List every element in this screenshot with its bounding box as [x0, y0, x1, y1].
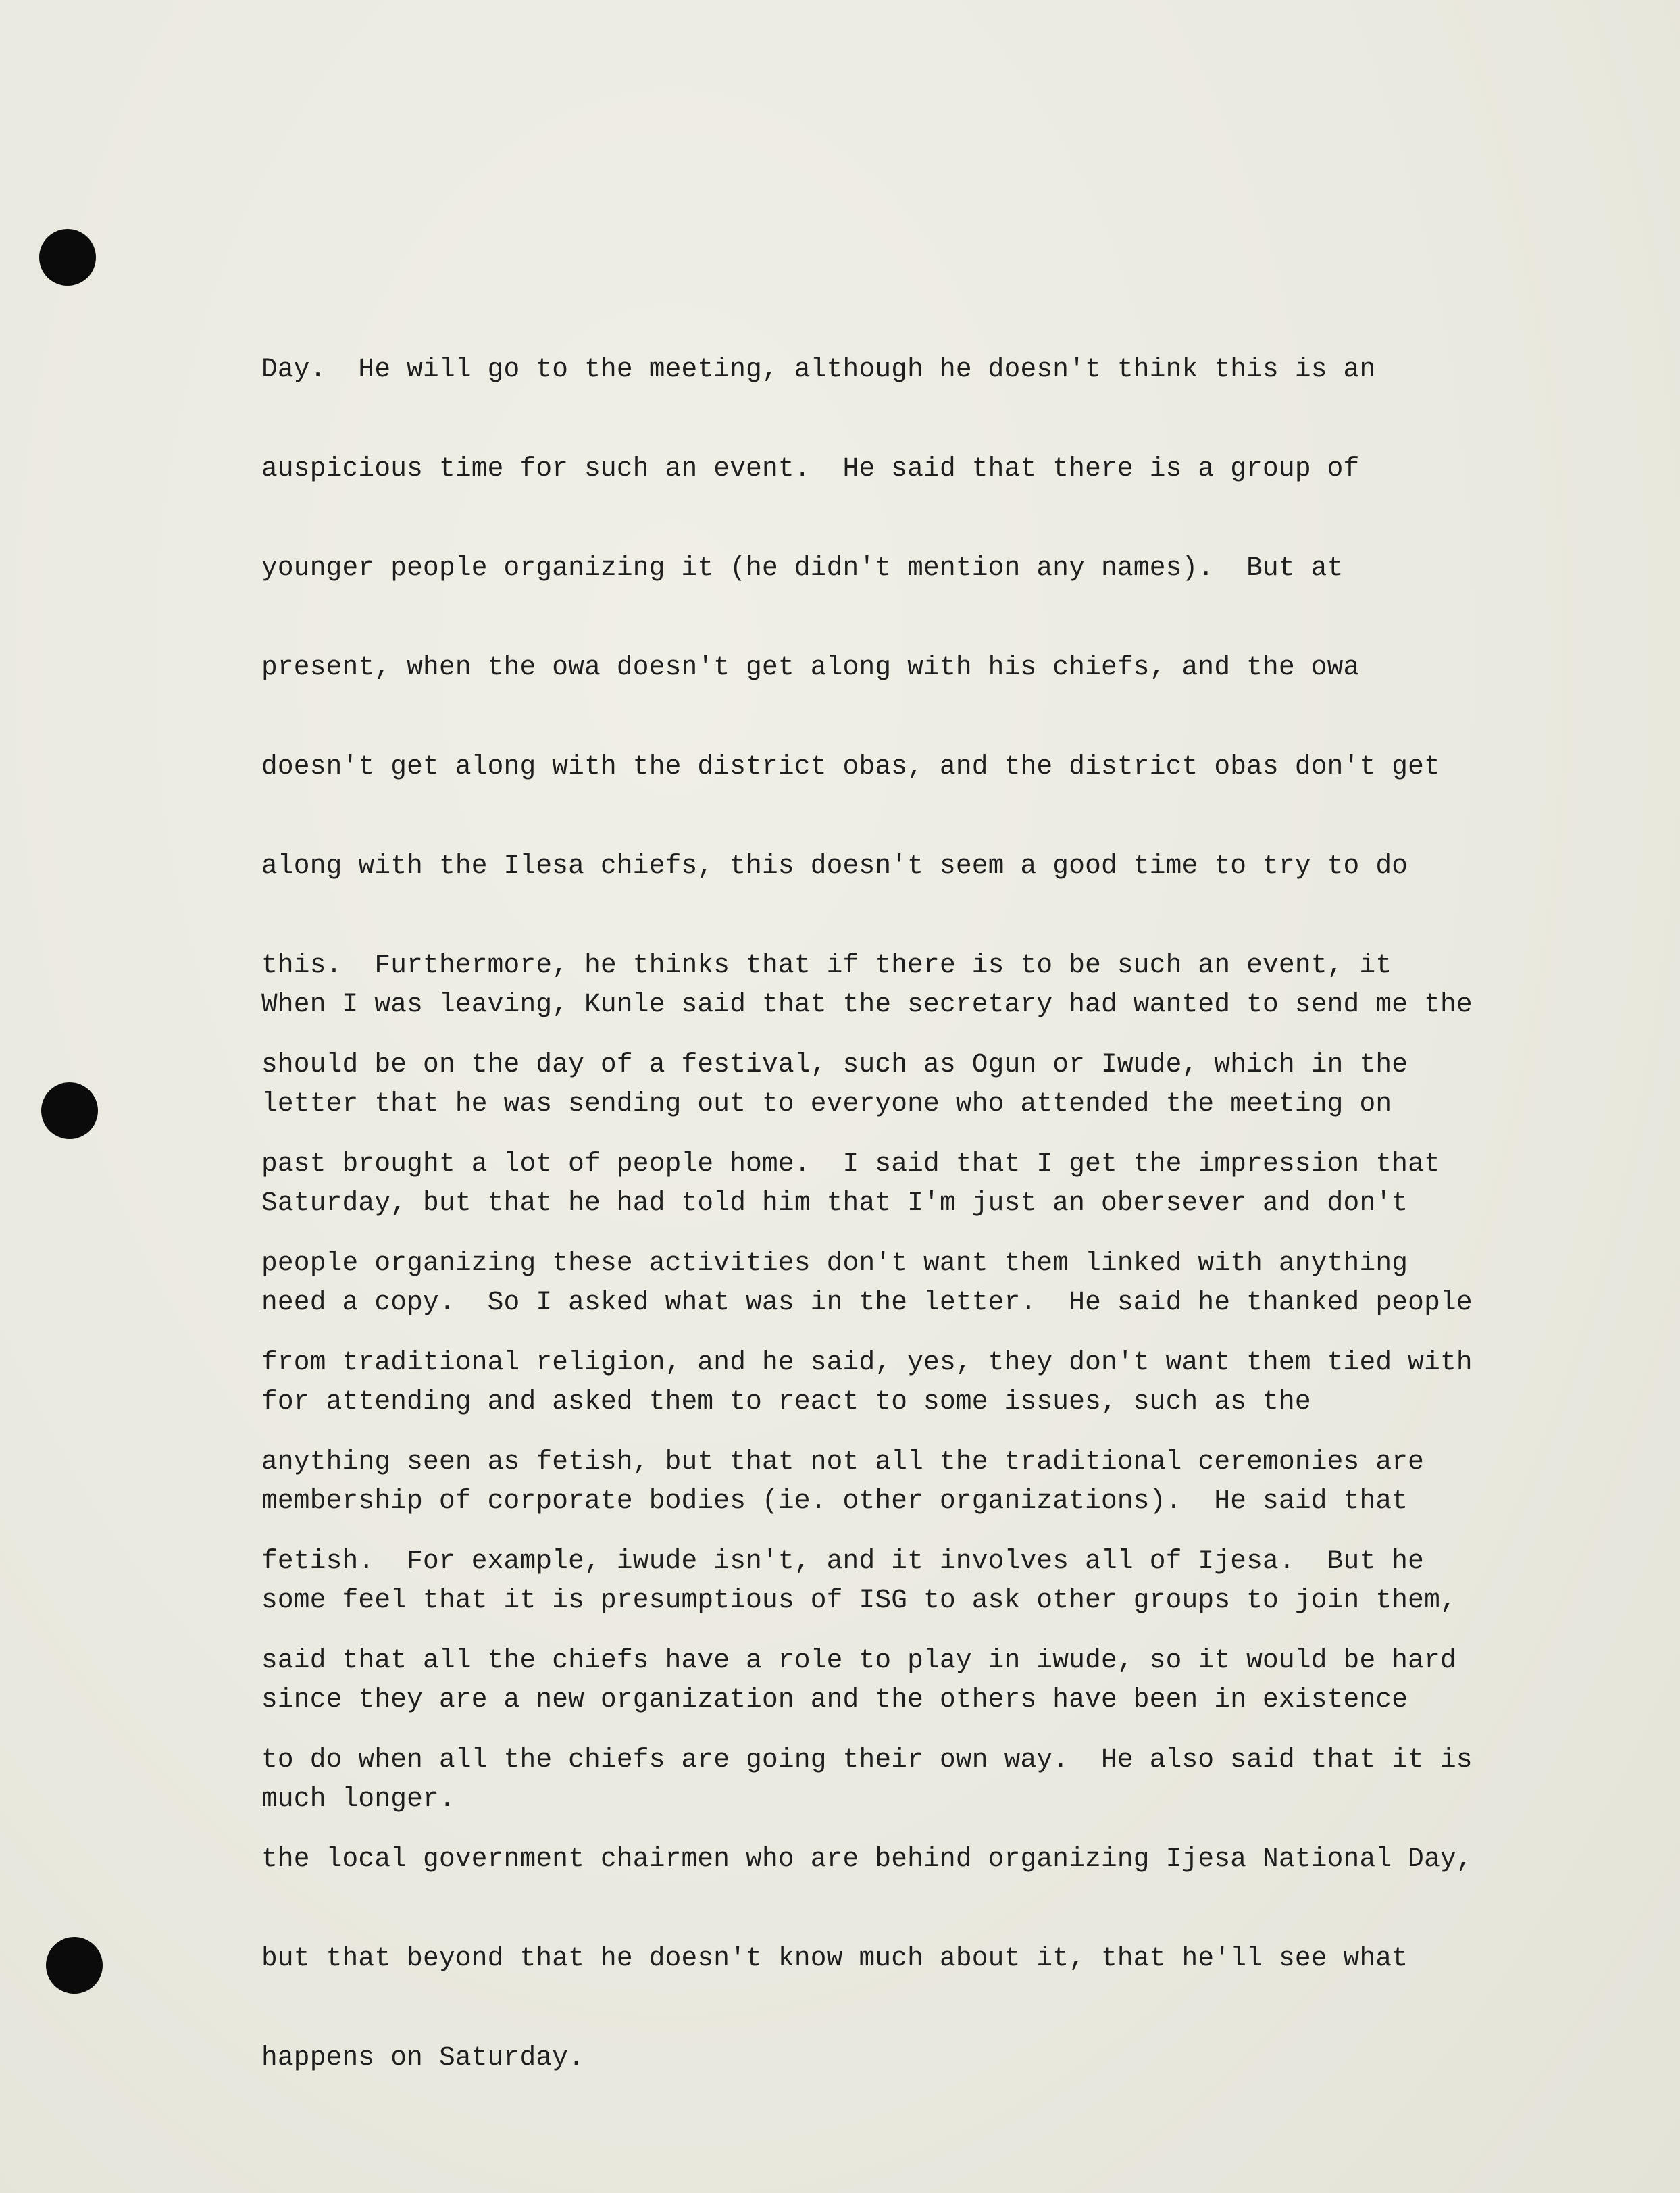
text-line: When I was leaving, Kunle said that the secretary had wanted to send me the [261, 989, 1473, 1019]
text-line: the local government chairmen who are behind organizing Ijesa National Day, [261, 1844, 1473, 1874]
text-line: membership of corporate bodies (ie. other organizations). He said that [261, 1486, 1408, 1516]
text-line: should be on the day of a festival, such as Ogun or Iwude, which in the [261, 1049, 1408, 1080]
text-line: need a copy. So I asked what was in the letter. He said he thanked people [261, 1287, 1473, 1317]
text-line: doesn't get along with the district obas, and the district obas don't get [261, 751, 1440, 782]
punch-hole-middle [41, 1082, 98, 1139]
text-line: said that all the chiefs have a role to play in iwude, so it would be hard [261, 1645, 1456, 1675]
text-line: since they are a new organization and the others have been in existence [261, 1684, 1408, 1715]
text-line: but that beyond that he doesn't know much about it, that he'll see what [261, 1943, 1408, 1973]
text-line: for attending and asked them to react to some issues, such as the [261, 1386, 1311, 1417]
text-line: this. Furthermore, he thinks that if there is to be such an event, it [261, 950, 1392, 980]
punch-hole-bottom [46, 1937, 103, 1994]
text-line: people organizing these activities don't want them linked with anything [261, 1248, 1408, 1278]
text-line: Day. He will go to the meeting, although he doesn't think this is an [261, 354, 1376, 384]
text-line: present, when the owa doesn't get along with his chiefs, and the owa [261, 652, 1360, 682]
text-line: from traditional religion, and he said, yes, they don't want them tied with [261, 1347, 1473, 1378]
text-line: happens on Saturday. [261, 2042, 585, 2073]
text-line: auspicious time for such an event. He said that there is a group of [261, 453, 1360, 484]
text-line: much longer. [261, 1784, 455, 1814]
text-line: anything seen as fetish, but that not all the traditional ceremonies are [261, 1446, 1425, 1477]
text-line: some feel that it is presumptious of ISG to ask other groups to join them, [261, 1585, 1456, 1615]
punch-hole-top [39, 229, 96, 286]
text-line: fetish. For example, iwude isn't, and it involves all of Ijesa. But he [261, 1546, 1425, 1576]
text-line: past brought a lot of people home. I said that I get the impression that [261, 1149, 1440, 1179]
text-line: along with the Ilesa chiefs, this doesn't seem a good time to try to do [261, 851, 1408, 881]
text-line: younger people organizing it (he didn't mention any names). But at [261, 553, 1344, 583]
paragraph-2 [261, 922, 1585, 1882]
text-line: to do when all the chiefs are going their own way. He also said that it is [261, 1744, 1473, 1775]
text-line: Saturday, but that he had told him that I'm just an obersever and don't [261, 1188, 1408, 1218]
text-line: letter that he was sending out to everyone who attended the meeting on [261, 1088, 1392, 1119]
